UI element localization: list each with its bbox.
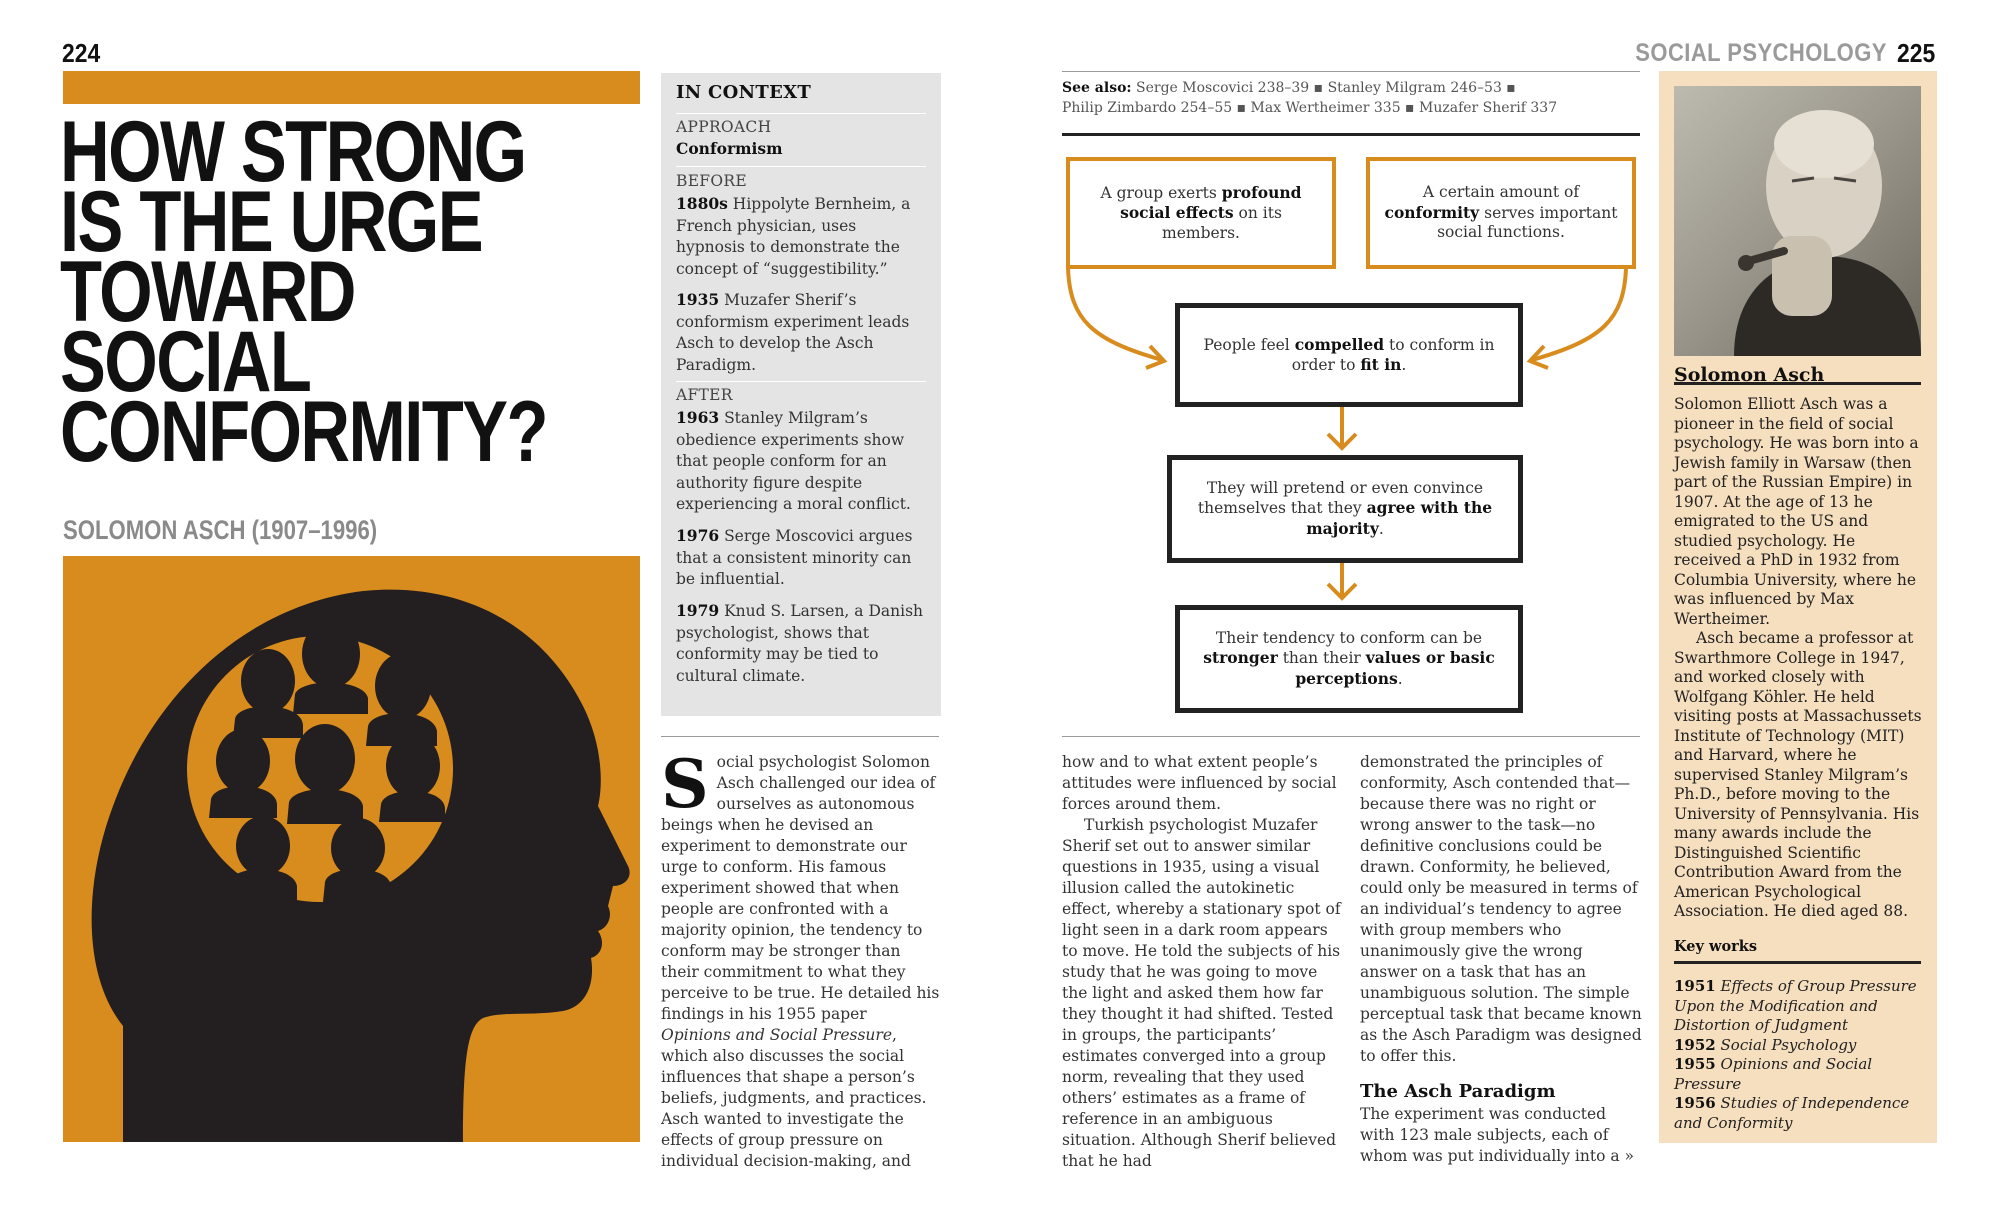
- before-label: BEFORE: [676, 172, 747, 190]
- headline-line-2: IS THE URGE: [60, 174, 483, 270]
- body-paragraph: Turkish psychologist Muzafer Sherif set out to answer similar questions in 1935, using a visual illusion called the autokinetic effect, whereby a stationary spot of light seen in a dark room appears to move. He told the subjects of his study that he was going to move the light and asked them how far they thought it had shifted. Tested in groups, the participants’ estimates converged into a group norm, revealing that they used others’ estimates as a frame of reference in an ambiguous situation. Although Sherif believed that he had: [1062, 816, 1341, 1170]
- column-rule: [1062, 736, 1640, 737]
- body-column-3: [1360, 752, 1642, 1167]
- headline-line-3: TOWARD: [60, 244, 355, 340]
- after-entry: [676, 600, 928, 687]
- before-entry: [676, 289, 928, 376]
- portrait-photo: [1674, 86, 1921, 356]
- key-work-item: 1956 Studies of Independence and Conformity: [1674, 1094, 1910, 1132]
- see-also: [1062, 78, 1642, 118]
- divider: [676, 113, 926, 114]
- headline-line-5: CONFORMITY?: [60, 384, 547, 480]
- entry-text: Hippolyte Bernheim, a French physician, uses hypnosis to demonstrate the concept of “suggestibility.”: [676, 195, 911, 278]
- flow-box-text: A group exerts profound social effects on its members.: [1100, 182, 1302, 242]
- entry-text: Knud S. Larsen, a Danish psychologist, shows that conformity may be tied to cultural climate.: [676, 602, 924, 685]
- before-entry: [676, 193, 928, 280]
- key-work-item: 1951 Effects of Group Pressure Upon the Modification and Distortion of Judgment: [1674, 977, 1917, 1034]
- entry-text: Serge Moscovici argues that a consistent minority can be influential.: [676, 527, 913, 588]
- entry-text: Stanley Milgram’s obedience experiments show that people conform for an authority figure despite experiencing a moral conflict.: [676, 409, 911, 513]
- flow-box-text: They will pretend or even convince themselves that they agree with the majority.: [1197, 478, 1493, 538]
- see-also-line: [1062, 78, 1642, 98]
- see-also-refs: Serge Moscovici 238–39 ▪ Stanley Milgram 246–53 ▪: [1136, 80, 1516, 96]
- bio-paragraph: Asch became a professor at Swarthmore College in 1947, and worked closely with Wolfgang Köhler. He held visiting posts at Massachussets Institute of Technology (MIT) and Harvard, where he supervised Stanley Milgram’s Ph.D., before moving to the University of Pennsylvania. His many awards include the Distinguished Scientific Contribution Award from the American Psychological Association. He died aged 88.: [1674, 629, 1922, 920]
- biography-name: Solomon Asch: [1674, 364, 1825, 386]
- body-text: , which also discusses the social influences that shape a person’s beliefs, judgments, and practices. Asch wanted to investigate the effects of group pressure on individual decision-making, and: [661, 1026, 927, 1170]
- after-entry: [676, 407, 928, 516]
- biography-text: [1674, 395, 1924, 922]
- divider: [676, 166, 926, 167]
- see-also-line: Philip Zimbardo 254–55 ▪ Max Wertheimer 335 ▪ Muzafer Sherif 337: [1062, 100, 1558, 116]
- entry-year: 1880s: [676, 194, 728, 213]
- left-page-number: 224: [62, 38, 101, 68]
- entry-text: Muzafer Sherif’s conformism experiment leads Asch to develop the Asch Paradigm.: [676, 291, 910, 374]
- flow-box-text: People feel compelled to conform in order to fit in.: [1203, 334, 1495, 374]
- headline-line-4: SOCIAL: [60, 314, 311, 410]
- headline-line-1: HOW STRONG: [60, 104, 526, 200]
- portrait-icon: [1674, 86, 1921, 356]
- flow-box-agree-majority: [1167, 455, 1523, 563]
- divider: [1674, 961, 1921, 964]
- body-column-2: [1062, 752, 1344, 1172]
- approach-label: APPROACH: [676, 118, 772, 136]
- approach-value: Conformism: [676, 139, 783, 158]
- key-works-list: [1674, 977, 1924, 1133]
- head-silhouette-icon: [63, 556, 640, 1142]
- key-works-title: Key works: [1674, 938, 1757, 955]
- headline: [60, 104, 547, 480]
- after-label: AFTER: [676, 386, 733, 404]
- key-work-item: 1955 Opinions and Social Pressure: [1674, 1055, 1873, 1093]
- see-also-label: See also:: [1062, 80, 1132, 96]
- flow-box-text: A certain amount of conformity serves important social functions.: [1384, 183, 1618, 242]
- flow-box-text: Their tendency to conform can be stronger than their values or basic perceptions.: [1203, 628, 1495, 688]
- body-paragraph: The experiment was conducted with 123 male subjects, each of whom was put individually into a »: [1360, 1105, 1635, 1165]
- entry-year: 1976: [676, 526, 720, 545]
- column-rule: [661, 736, 939, 737]
- divider: [1674, 382, 1921, 385]
- body-paragraph: demonstrated the principles of conformity, Asch contended that—because there was no right or wrong answer to the task—no definitive conclusions could be drawn. Conformity, he believed, could only be measured in terms of an individual’s tendency to agree with group members who unanimously give the wrong answer on a task that has an unambiguous solution. The simple perceptual task that became known as the Asch Paradigm was designed to offer this.: [1360, 753, 1642, 1065]
- section-title: SOCIAL PSYCHOLOGY: [1635, 39, 1887, 67]
- entry-year: 1979: [676, 601, 720, 620]
- in-context-panel: [661, 73, 941, 716]
- in-context-title: IN CONTEXT: [676, 82, 812, 103]
- flow-box-compelled: [1175, 303, 1523, 407]
- divider: [676, 381, 926, 382]
- bio-paragraph: Solomon Elliott Asch was a pioneer in the field of social psychology. He was born into a Jewish family in Warsaw (then part of the Russian Empire) in 1907. At the age of 13 he emigrated to the US and studied psychology. He received a PhD in 1932 from Columbia University, where he was influenced by Max Wertheimer.: [1674, 395, 1919, 628]
- entry-year: 1963: [676, 408, 720, 427]
- flow-box-stronger-than-values: [1175, 605, 1523, 713]
- key-work-item: 1952 Social Psychology: [1674, 1035, 1857, 1054]
- flow-box-group-effects: [1066, 157, 1336, 269]
- body-column-1: [661, 745, 941, 1172]
- drop-cap: S: [661, 745, 709, 823]
- see-also-bottom-rule: [1062, 133, 1640, 136]
- body-text: ocial psychologist Solomon Asch challenged our idea of ourselves as autonomous beings when he devised an experiment to demonstrate our urge to conform. His famous experiment showed that when people are confronted with a majority opinion, the tendency to conform may be stronger than their commitment to what they perceive to be true. He detailed his findings in his 1955 paper: [661, 753, 940, 1023]
- entry-year: 1935: [676, 290, 720, 309]
- biography-panel: [1659, 71, 1937, 1143]
- see-also-rule: [1062, 71, 1640, 72]
- body-paragraph: how and to what extent people’s attitudes were influenced by social forces around them.: [1062, 753, 1337, 813]
- headline-top-bar: [63, 71, 640, 104]
- right-page-number: 225: [1897, 38, 1936, 68]
- flow-box-conformity-functions: [1366, 157, 1636, 269]
- after-entry: [676, 525, 928, 591]
- byline: SOLOMON ASCH (1907–1996): [63, 515, 378, 545]
- paper-title: Opinions and Social Pressure: [661, 1026, 892, 1044]
- head-illustration: [63, 556, 640, 1142]
- subhead-asch-paradigm: The Asch Paradigm: [1360, 1081, 1556, 1102]
